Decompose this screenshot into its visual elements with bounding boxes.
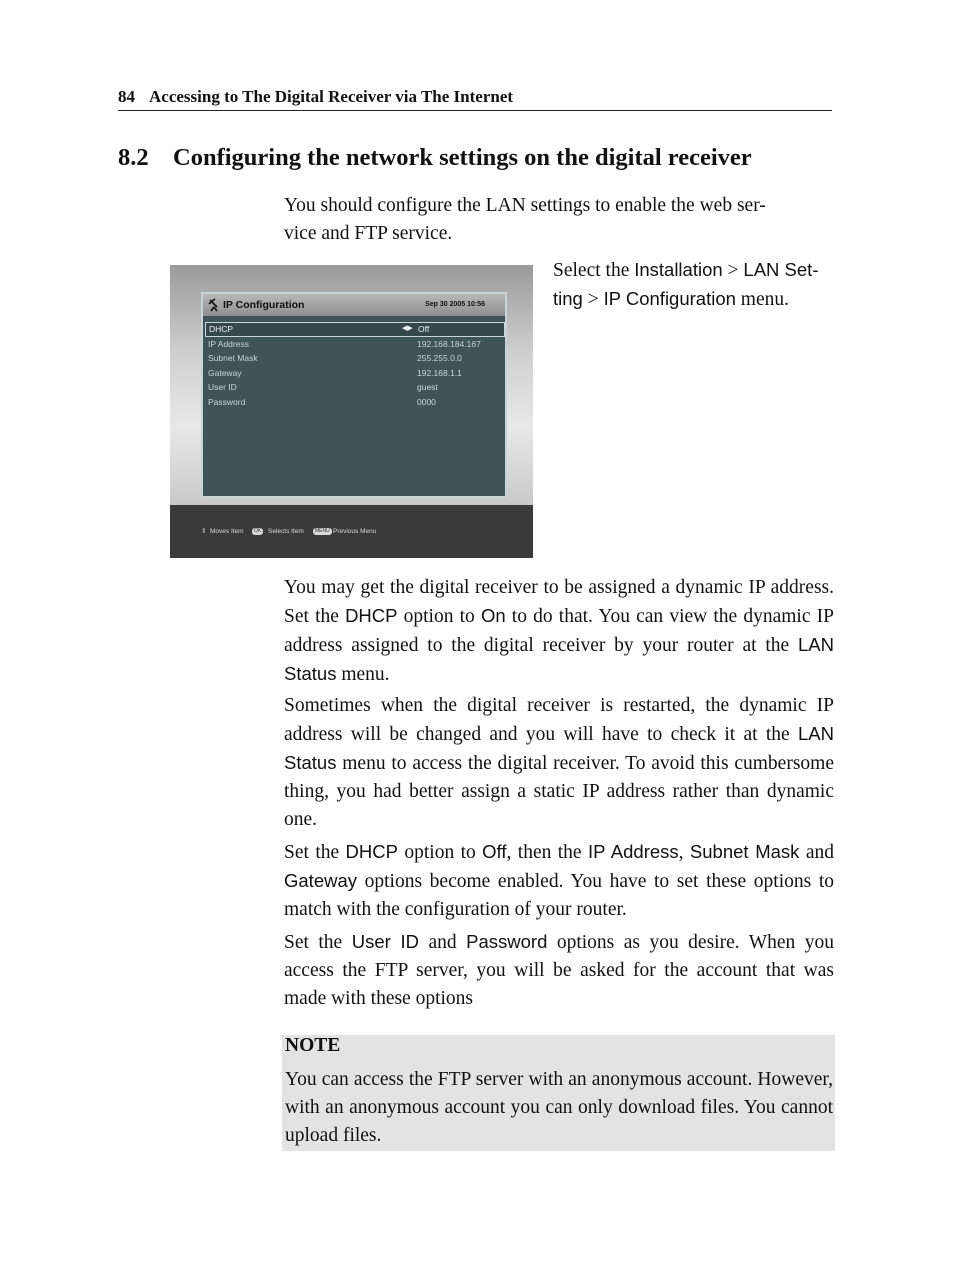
menu-installation: Installation <box>634 259 723 280</box>
term-on: On <box>480 605 506 626</box>
term-lan-status: LAN Status <box>284 634 834 684</box>
menu-ip-configuration: IP Configuration <box>603 288 736 309</box>
term-lan-status: LAN Status <box>284 723 834 773</box>
note-body: You can access the FTP server with an anonymous account. However, with an anonymous account you can only download files. You cannot upload files. <box>285 1069 833 1146</box>
term-password: Password <box>466 931 548 952</box>
up-down-arrows-icon: ⇕ <box>201 528 207 535</box>
menu-lan-setting: LAN Set- <box>743 259 819 280</box>
intro-line-2: vice and FTP service. <box>284 223 453 244</box>
left-right-arrows-icon: ◀▶ <box>402 325 413 332</box>
term-ip-address: IP Address <box>587 841 679 862</box>
page-number: 84 <box>118 87 135 106</box>
paragraph-static-ip: Sometimes when the digital receiver is restarted, the dynamic IP address will be changed and you will have to check it at the LAN Status menu to access the digital receiver. To avoid this cumbersome thing, you had better assign a static IP address rather than dynamic one. <box>284 695 834 830</box>
menu-row-password[interactable]: Password 0000 <box>208 396 436 407</box>
term-subnet-mask: Subnet Mask <box>689 841 800 862</box>
section-number: 8.2 <box>118 144 149 171</box>
menu-button-icon: MENU <box>315 527 330 534</box>
menu-row-ip-address[interactable]: IP Address 192.168.184.167 <box>208 338 481 349</box>
intro-line-1: You should configure the LAN settings to enable the web ser- <box>284 195 766 216</box>
select-instruction: Select the Installation > LAN Set- ting > IP Configuration menu. <box>553 259 819 310</box>
screenshot-title: IP Configuration <box>223 299 305 311</box>
screenshot-titlebar <box>203 294 505 316</box>
paragraph-dhcp-off: Set the DHCP option to Off, then the IP Address, Subnet Mask and Gateway options become enabled. You have to set these options to match with the configuration of your router. <box>284 841 834 920</box>
term-off: Off <box>482 841 507 862</box>
satellite-antenna-icon <box>208 298 220 312</box>
ip-config-menu <box>205 322 505 409</box>
menu-row-gateway[interactable]: Gateway 192.168.1.1 <box>208 367 462 378</box>
note-title: NOTE <box>285 1035 341 1056</box>
paragraph-dynamic-ip: You may get the digital receiver to be assigned a dynamic IP address. Set the DHCP option to On to do that. You can view the dynamic IP address assigned to the digital receiver by your router at the LAN Status menu. <box>284 577 834 685</box>
term-user-id: User ID <box>351 931 420 952</box>
screenshot-help-bar <box>170 505 533 558</box>
screenshot-menu-frame <box>201 292 507 498</box>
section-title: Configuring the network settings on the digital receiver <box>173 144 752 171</box>
screenshot-datetime: Sep 30 2005 10:56 <box>425 301 485 308</box>
running-title: Accessing to The Digital Receiver via The Internet <box>149 87 514 106</box>
section-heading <box>118 142 838 174</box>
intro-paragraph <box>284 192 834 248</box>
term-gateway: Gateway <box>284 870 358 891</box>
term-dhcp: DHCP <box>345 605 398 626</box>
ip-configuration-screenshot <box>170 265 533 558</box>
help-previous-menu: Previous Menu <box>333 528 377 535</box>
paragraph-user-credentials: Set the User ID and Password options as you desire. When you access the FTP server, you will be asked for the account that was made with these options <box>284 931 835 1009</box>
ok-button-icon: OK <box>254 527 262 534</box>
term-dhcp: DHCP <box>345 841 398 862</box>
running-header <box>118 86 832 111</box>
help-moves-item: Moves Item <box>210 528 244 535</box>
menu-row-subnet-mask[interactable]: Subnet Mask 255.255.0.0 <box>208 353 462 363</box>
menu-row-dhcp[interactable]: DHCP ◀▶ Off <box>205 322 505 337</box>
help-selects-item: Selects Item <box>268 528 304 535</box>
note-box <box>282 1035 835 1151</box>
menu-row-user-id[interactable]: User ID guest <box>208 382 438 392</box>
